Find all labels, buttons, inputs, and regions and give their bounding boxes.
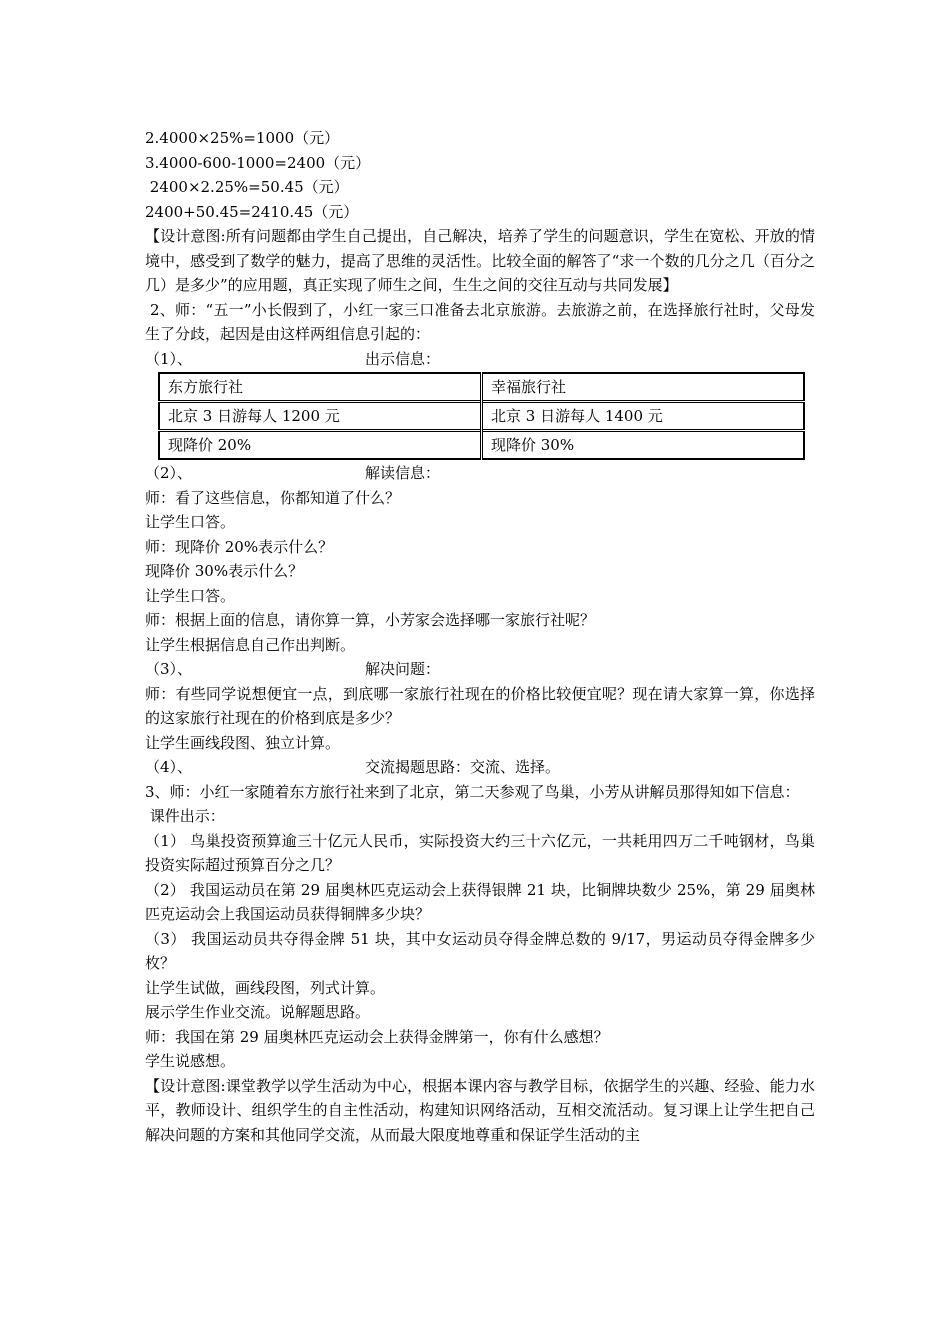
text-line: 让学生根据信息自己作出判断。 — [145, 635, 356, 654]
text-line: 师：看了这些信息，你都知道了什么？ — [145, 488, 401, 507]
text-line: 现降价 30%表示什么？ — [145, 562, 304, 580]
courseware-label: 课件出示： — [145, 807, 225, 825]
step-number: （1）、 — [145, 349, 193, 368]
section2-intro: 2、师：“五一”小长假到了，小红一家三口准备去北京旅游。去旅游之前，在选择旅行社时，父母发生了分歧，起因是由这样两组信息引起的： — [145, 300, 815, 343]
problem-2: （2） 我国运动员在第 29 届奥林匹克运动会上获得银牌 21 块，比铜牌块数少 25%，第 29 届奥林匹克运动会上我国运动员获得铜牌多少块？ — [145, 880, 815, 923]
table-cell: 现降价 20% — [159, 431, 482, 460]
text-line: 师：现降价 20%表示什么？ — [145, 537, 334, 556]
design-intent-paragraph: 【设计意图:课堂教学以学生活动为中心，根据本课内容与教学目标，依据学生的兴趣、经验、能力水平，教师设计、组织学生的自主性活动，构建知识网络活动，互相交流活动。复习课上让学生把自己解决问题的方案和其他同学交流，从而最大限度地尊重和保证学生活动的主 — [145, 1076, 815, 1144]
document-page — [145, 126, 815, 1147]
text-paragraph: 师：有些同学说想便宜一点，到底哪一家旅行社现在的价格比较便宜呢？现在请大家算一算，你选择的这家旅行社现在的价格到底是多少？ — [145, 684, 815, 727]
table-row — [159, 373, 804, 402]
calc-line: 2400+50.45=2410.45（元） — [145, 202, 359, 221]
calc-line: 2400×2.25%=50.45（元） — [145, 178, 349, 196]
table-cell: 现降价 30% — [482, 431, 805, 460]
step-heading — [145, 461, 815, 486]
text-line: 学生说感想。 — [145, 1052, 236, 1070]
step-heading — [145, 347, 815, 372]
table-cell: 东方旅行社 — [159, 373, 482, 402]
text-line: 让学生口答。 — [145, 586, 236, 605]
table-row — [159, 402, 804, 431]
table-row — [159, 431, 804, 460]
text-line: 让学生试做，画线段图，列式计算。 — [145, 978, 386, 997]
table-cell: 北京 3 日游每人 1400 元 — [482, 402, 805, 431]
problem-3: （3） 我国运动员共夺得金牌 51 块，其中女运动员夺得金牌总数的 9/17，男运动员夺得金牌多少枚？ — [145, 929, 815, 972]
text-line: 师：根据上面的信息，请你算一算，小芳家会选择哪一家旅行社呢？ — [145, 611, 596, 629]
step-number: （4）、 — [145, 758, 193, 776]
step-title: 出示信息： — [365, 349, 441, 368]
design-intent-paragraph: 【设计意图:所有问题都由学生自己提出，自己解决，培养了学生的问题意识，学生在宽松、开放的情境中，感受到了数学的魅力，提高了思维的灵活性。比较全面的解答了“求一个数的几分之几（百分之几）是多少”的应用题，真正实现了师生之间，生生之间的交往互动与共同发展】 — [145, 227, 815, 294]
text-line: 师：我国在第 29 届奥林匹克运动会上获得金牌第一，你有什么感想？ — [145, 1027, 609, 1046]
step-title: 交流揭题思路：交流、选择。 — [365, 758, 561, 776]
step-heading — [145, 657, 815, 682]
step-title: 解决问题： — [365, 660, 441, 678]
table-cell: 幸福旅行社 — [482, 373, 805, 402]
text-line: 让学生口答。 — [145, 513, 236, 531]
step-number: （2）、 — [145, 464, 193, 482]
section3-intro: 3、师：小红一家随着东方旅行社来到了北京，第二天参观了鸟巢，小芳从讲解员那得知如下信息： — [145, 782, 800, 801]
travel-agency-table — [158, 372, 805, 460]
table-cell: 北京 3 日游每人 1200 元 — [159, 402, 482, 431]
step-heading — [145, 755, 815, 780]
step-number: （3）、 — [145, 660, 193, 678]
calc-line: 2.4000×25%=1000（元） — [145, 129, 340, 147]
text-line: 展示学生作业交流。说解题思路。 — [145, 1003, 371, 1021]
text-line: 让学生画线段图、独立计算。 — [145, 733, 341, 752]
problem-1: （1） 鸟巢投资预算逾三十亿元人民币，实际投资大约三十六亿元，一共耗用四万二千吨钢材，鸟巢投资实际超过预算百分之几？ — [145, 831, 815, 874]
step-title: 解读信息： — [365, 464, 441, 482]
calc-line: 3.4000-600-1000=2400（元） — [145, 153, 371, 172]
